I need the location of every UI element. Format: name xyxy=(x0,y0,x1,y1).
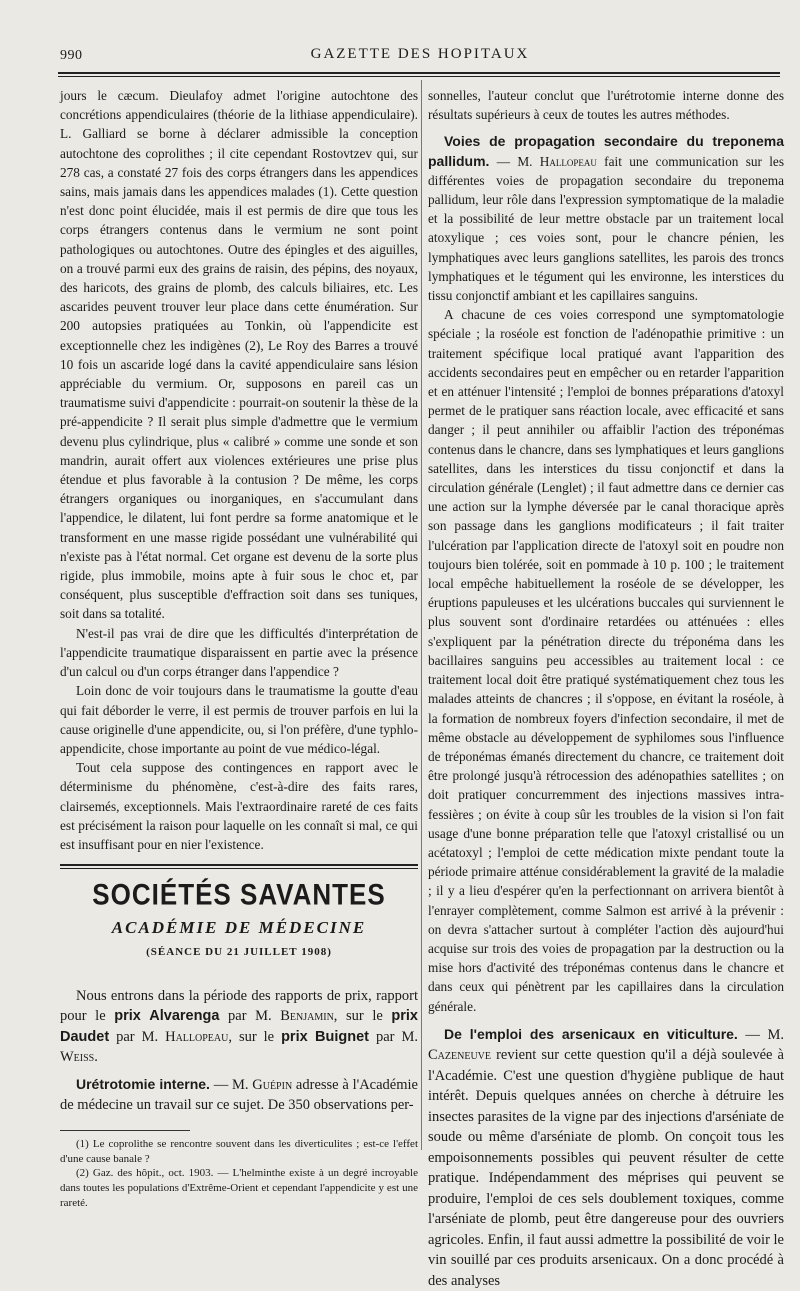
person-name: Cazeneuve xyxy=(428,1047,491,1064)
page-number: 990 xyxy=(60,48,83,63)
text-run: — M. xyxy=(737,1026,784,1043)
prize-paragraph xyxy=(60,986,418,1068)
text-run: Nous entrons dans la période des rapports de prix, rapport pour le xyxy=(60,987,418,1025)
subsection-heading: De l'emploi des arsenicaux en viticulture. xyxy=(444,1025,738,1042)
paragraph: A chacune de ces voies correspond une symptomatologie spéciale ; la roséole est fonction de l'adénopathie primitive : un traitement spécifique local pratiqué avant l'apparition des accidents secondaires peut en empêcher ou en retarder l'apparition et en atténuer l'intensité ; l'emploi de bonnes préparations d'atoxyl permet de le pratiquer sans réaction locale, avec efficacité et sans danger ; il peut annihiler ou affaiblir l'action des tréponémas contenus dans le chancre, dans ses lymphatiques et leurs ganglions satellites, dans les interstices du tissu conjonctif et dans la circulation générale (Lenglet) ; il faut admettre dans ce dernier cas une action sur la lymphe déversée par le canal thoracique après son passage dans les ganglions modificateurs ; il fait traiter l'ulcération par l'application directe de l'atoxyl soit en poudre non toujours bien tolérée, soit en pommade à 10 p. 100 ; le traitement local empêche habituellement la roséole de se développer, les éruptions papuleuses et les ulcérations buccales qui surviennent le plus souvent sont d'ordinaire retardées ou atténuées : elles s'expliquent par la pénétration directe du tréponéma dans les bacillaires sanguins peu accessibles au traitement local : ce traitement local doit être pratiqué systématiquement chez tous les malades atteints de chancres ; il s'oppose, en évitant la roséole, à la formation de nombreux foyers d'infection secondaire, il met de même obstacle au développement de syphilomes sous l'influence de tréponémas émanés directement du chancre, ce traitement doit être prolongé jusqu'à rétrocession des adénopathies satellites ; on doit pratiquer concurremment des injections massives intra-fessières ; on évite à coup sûr les troubles de la vision si l'on fait usage d'une bonne préparation telle que l'atoxyl cristallisé ou un acétatoxyl ; l'emploi de cette médication mixte pendant toute la période primaire atténue considérablement la gravité de la maladie ; il y a lieu d'espérer qu'en la perfectionnant on arrivera bientôt à l'enrayer complètement, comme Salmon est arrivé à la prévenir : on devra s'attacher surtout à compléter l'action dès aujourd'hui acquise sur trois des voies de propagation par la destruction ou la mise hors d'activité des tréponémas contenus dans le chancre et dans ceux qui pénètrent par les capillaires dans la circulation générale. xyxy=(428,307,784,1014)
column-divider xyxy=(421,80,422,1150)
person-name: Weiss xyxy=(60,1049,95,1066)
person-name: Hallopeau xyxy=(539,153,597,169)
paragraph: jours le cæcum. Dieulafoy admet l'origine autochtone des concrétions appendiculaires (théorie de la lithiase appendiculaire). L. Galliard se borne à déclarer admissible la conception autochtone des coprolithes ; il cite cependant Rostovtzev qui, sur 278 cas, a constaté 27 fois des corps étrangers dans les appendices sains, mais jamais dans les appendices malades (1). Cette question n'est donc point élucidée, mais il est permis de dire que tous les corps étrangers contenus dans le vermium ne sont point pathologiques ou autochtones. Outre des épingles et des aiguilles, on a trouvé parmi eux des grains de raisin, des pépins, des noyaux, des haricots, des grains de plomb, des calculs biliaires, etc. Les ascarides peuvent trouver leur place dans cette énumération. Sur 200 autopsies pratiquées au Tonkin, où l'appendicite est exceptionnelle chez les indigènes (2), Le Roy des Barres a trouvé 10 fois un ascaride logé dans la cavité appendiculaire sans lésion appréciable du vermium. Or, supposons en pareil cas un traumatisme suivi d'appendicite : pourrait-on soutenir la thèse de la pré-appendicite ? Il serait plus simple d'admettre que le vermium devenu plus cylindrique, plus « calibré » comme une sonde et son mandrin, aurait offert aux violences extérieures une prise plus étendue et plus favorable à la contusion ? De même, les corps étrangers organiques ou inorganiques, en s'accumulant dans l'appendice, le dilatent, lui font perdre sa forme anatomique et le transforment en une masse rigide possédant une vulnérabilité qui n'existe pas à l'état normal. Cet organe est devenu de la sorte plus rigide, plus immobile, moins apte à fuir sous le choc et, par conséquent, plus susceptible d'effraction soit dans ses tuniques, soit dans sa totalité. xyxy=(60,88,418,622)
text-run: , sur le xyxy=(333,1008,392,1025)
prize-name: prix Daudet xyxy=(60,1008,418,1045)
person-name: Guépin xyxy=(252,1076,293,1093)
paragraph: sonnelles, l'auteur conclut que l'urétrotomie interne donne des résultats supérieurs à ceux de toutes les autres méthodes. xyxy=(428,88,784,123)
text-run: fait une communication sur les différentes voies de propagation secondaire du treponema pallidum, leur rôle dans l'expression symptomatique de la maladie et la possibilité de leur mettre obstacle par un traitement local atoxylique ; ces voies sont, pour le chancre pénien, les lymphatiques avec leurs ganglions satellites, les parois des troncs lymphatiques et le tégument qui les environne, les interstices du tissu conjonctif ambiant et les capillaires sanguins. xyxy=(428,153,785,304)
subsection-heading: Voies de propagation secondaire du treponema pallidum. xyxy=(428,133,784,169)
person-name: Hallopeau xyxy=(165,1028,229,1045)
person-name: Benjamin xyxy=(280,1008,334,1025)
session-date xyxy=(60,942,418,962)
paragraph: N'est-il pas vrai de dire que les difficultés d'interprétation de l'appendicite traumatique disparaissent en partie avec la présence d'un calcul ou d'un corps étranger dans l'appendice ? xyxy=(60,625,418,680)
text-run: par M. xyxy=(109,1028,166,1045)
left-column xyxy=(60,86,418,1211)
text-run: , sur le xyxy=(228,1028,282,1045)
text-run: . xyxy=(94,1049,98,1066)
subsection-heading: Urétrotomie interne. xyxy=(76,1075,210,1092)
paragraph: Tout cela suppose des contingences en rapport avec le déterminisme du phénomène, c'est-à-dire des faits rares, clairsemés, exceptionnels. Mais l'extraordinaire rareté de ces faits est précisément la raison pour laquelle on les connaît si mal, ce qui est insuffisant pour en nier l'existence. xyxy=(60,760,418,852)
paragraph: Loin donc de voir toujours dans le traumatisme la goutte d'eau qui fait déborder le verre, il est permis de trouver parfois en lui la cause originelle d'une appendicite, ou, si l'on préfère, d'une typhlo-appendicite, chose importante au point de vue médico-légal. xyxy=(60,683,418,756)
prize-name: prix Alvarenga xyxy=(114,1008,220,1025)
subsection-paragraph xyxy=(428,1024,784,1291)
running-title: GAZETTE DES HOPITAUX xyxy=(310,46,530,62)
right-column xyxy=(428,86,784,1291)
footnote: (1) Le coprolithe se rencontre souvent dans les diverticulites ; est-ce l'effet d'une cause banale ? xyxy=(60,1137,418,1165)
text-run: adresse à l'Académie de médecine un travail sur ce sujet. De 350 observations per- xyxy=(60,1076,418,1114)
session-date-label: (SÉANCE DU 21 JUILLET 1908) xyxy=(146,945,332,958)
text-run: revient sur cette question qu'il a déjà soulevée à l'Académie. C'est une question d'hygiène publique de haut intérêt. Depuis quelques années on cherche à détruire les insectes parasites de la vigne par des injections d'arséniate de soude ou même d'arséniate de plomb. On conçoit tous les empoisonnements possibles qui peuvent résulter de cette pratique. Indépendamment des méprises qui peuvent se produire, l'emploi de ces sels doublement toxiques, comme l'arséniate de plomb, peut être dangereuse pour des ouvriers agricoles. Enfin, il faut aussi admettre la possibilité de voir le vin souillé par ces produits arsenicaux. On a donc procédé à des analyses xyxy=(428,1047,784,1289)
text-run: — M. xyxy=(209,1076,253,1093)
footnote: (2) Gaz. des hôpit., oct. 1903. — L'helminthe existe à un degré incroyable dans toutes les populations d'Extrême-Orient et cependant l'appendicite y est une rareté. xyxy=(60,1167,418,1209)
subsection-paragraph xyxy=(60,1074,418,1116)
text-run: — M. xyxy=(489,153,540,169)
header-rule xyxy=(58,72,780,74)
text-run: par M. xyxy=(219,1008,281,1025)
subsection-paragraph xyxy=(428,132,784,305)
section-title: SOCIÉTÉS SAVANTES xyxy=(92,876,386,912)
prize-name: prix Buignet xyxy=(281,1028,370,1045)
society-heading: ACADÉMIE DE MÉDECINE xyxy=(111,918,367,938)
section-divider xyxy=(60,864,418,869)
footnote-rule xyxy=(60,1130,190,1131)
header-rule-thin xyxy=(58,76,780,77)
page-header xyxy=(60,44,780,66)
text-run: par M. xyxy=(369,1028,418,1045)
